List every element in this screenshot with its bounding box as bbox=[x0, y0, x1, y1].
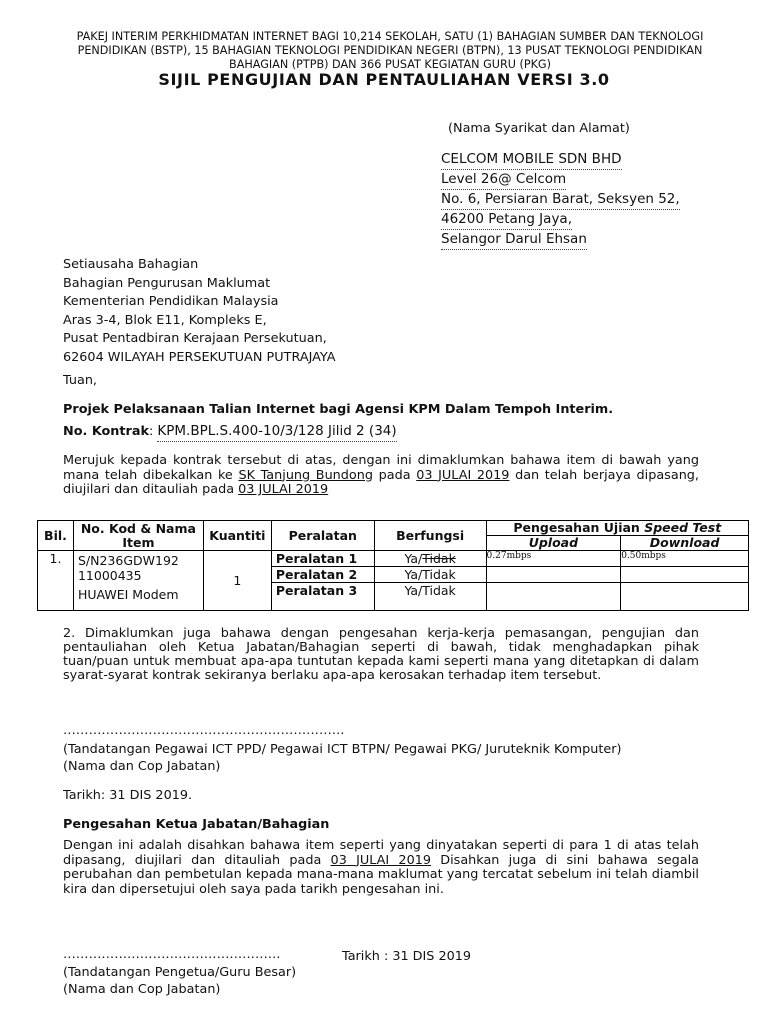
cell-download-2 bbox=[621, 567, 749, 583]
commission-date: 03 JULAI 2019 bbox=[238, 482, 329, 497]
recipient-line-5: Pusat Pentadbiran Kerajaan Persekutuan, bbox=[63, 331, 327, 346]
recipient-line-3: Kementerian Pendidikan Malaysia bbox=[63, 294, 279, 309]
recipient-line-2: Bahagian Pengurusan Maklumat bbox=[63, 275, 271, 291]
recipient-line-1: Setiausaha Bahagian bbox=[63, 257, 199, 272]
contract-label: No. Kontrak bbox=[63, 424, 149, 439]
signature-1-title: (Tandatangan Pegawai ICT PPD/ Pegawai ICT BTPN/ Pegawai PKG/ Juruteknik Komputer) bbox=[63, 742, 622, 757]
company-address bbox=[441, 150, 680, 250]
header-peralatan: Peralatan bbox=[271, 521, 374, 551]
paragraph-2: 2. Dimaklumkan juga bahawa dengan pengesahan kerja-kerja pemasangan, pengujian dan pentauliahan oleh Ketua Jabatan/Bahagian seperti di bawah, tidak menghadapkan pihak tuan/puan untuk membuat apa-apa tuntutan kepada kami seperti mana yang ditetapkan di dalam syarat-syarat kontrak sekiranya berlaku apa-apa kerosakan terhadap item tersebut. bbox=[63, 626, 699, 683]
signature-block-1 bbox=[63, 741, 621, 775]
cell-download-1: 0.50mbps bbox=[621, 551, 749, 567]
para1-text-3: dan telah berjaya dipasang, diujilari dan ditauliah pada bbox=[63, 467, 699, 497]
cell-peralatan-3: Peralatan 3 bbox=[271, 583, 374, 611]
recipient-line-6: 62604 WILAYAH PERSEKUTUAN PUTRAJAYA bbox=[63, 349, 336, 365]
para1-text-1: Merujuk kepada kontrak tersebut di atas, dengan ini dimaklumkan bahawa item di bawah yang mana telah dibekalkan ke bbox=[63, 453, 699, 483]
items-table bbox=[37, 520, 749, 611]
contract-colon: : bbox=[149, 424, 154, 439]
contract-number: KPM.BPL.S.400-10/3/128 Jilid 2 (34) bbox=[157, 422, 396, 442]
header-kod: No. Kod & Nama Item bbox=[73, 521, 203, 551]
signature-2-stamp: (Nama dan Cop Jabatan) bbox=[63, 982, 221, 997]
school-name: SK Tanjung Bundong bbox=[238, 467, 373, 483]
cell-upload-1: 0.27mbps bbox=[486, 551, 621, 567]
company-caption: (Nama Syarikat dan Alamat) bbox=[448, 121, 630, 136]
recipient-line-4: Aras 3-4, Blok E11, Kompleks E, bbox=[63, 312, 267, 328]
berfungsi-ya: Ya/ bbox=[404, 551, 423, 566]
company-line-5: Selangor Darul Ehsan bbox=[441, 230, 587, 250]
table-row bbox=[38, 551, 749, 567]
project-title: Projek Pelaksanaan Talian Internet bagi Agensi KPM Dalam Tempoh Interim. bbox=[63, 402, 614, 417]
cell-berfungsi-2: Ya/Tidak bbox=[374, 567, 486, 583]
paragraph-1 bbox=[63, 454, 699, 498]
para3-date: 03 JULAI 2019 bbox=[330, 852, 431, 868]
paragraph-3 bbox=[63, 839, 699, 897]
supply-date: 03 JULAI 2019 bbox=[416, 467, 510, 483]
cell-bil: 1. bbox=[38, 551, 74, 611]
header-upload: Upload bbox=[486, 536, 621, 551]
tarikh-1: Tarikh: 31 DIS 2019. bbox=[63, 788, 193, 803]
header-pengesahan-label: Pengesahan Ujian bbox=[513, 520, 645, 535]
tarikh-2: Tarikh : 31 DIS 2019 bbox=[342, 949, 472, 964]
cell-peralatan-1: Peralatan 1 bbox=[271, 551, 374, 567]
cell-berfungsi-3: Ya/Tidak bbox=[374, 583, 486, 611]
signature-1-stamp: (Nama dan Cop Jabatan) bbox=[63, 759, 221, 774]
company-line-4: 46200 Petang Jaya, bbox=[441, 210, 572, 230]
signature-dots-2: …………………………………………… bbox=[63, 947, 281, 962]
para3-text-1: Dengan ini adalah disahkan bahawa item seperti yang dinyatakan seperti di para 1 di atas telah dipasang, diujilari dan ditauliah pada bbox=[63, 838, 699, 868]
item-name: HUAWEI Modem bbox=[77, 587, 179, 602]
salutation: Tuan, bbox=[63, 373, 98, 388]
header-bil: Bil. bbox=[38, 521, 74, 551]
cell-kod bbox=[73, 551, 203, 611]
para3-text-2: Disahkan juga di sini bahawa segala perubahan dan pembetulan kepada mana-mana maklumat yang tercatat sebelum ini telah diambil kira dan dipersetujui oleh saya pada tarikh pengesahan ini. bbox=[63, 852, 699, 897]
item-serial-2: 11000435 bbox=[77, 568, 142, 583]
cell-download-3 bbox=[621, 583, 749, 611]
cell-kuantiti: 1 bbox=[203, 551, 271, 611]
cell-berfungsi-1 bbox=[374, 551, 486, 567]
header-berfungsi: Berfungsi bbox=[374, 521, 486, 551]
header-download: Download bbox=[621, 536, 749, 551]
cell-peralatan-2: Peralatan 2 bbox=[271, 567, 374, 583]
document-header bbox=[60, 30, 720, 72]
contract-line bbox=[63, 422, 397, 442]
company-line-1: CELCOM MOBILE SDN BHD bbox=[441, 150, 622, 170]
para1-text-2: pada bbox=[372, 467, 417, 483]
item-serial-1: S/N236GDW192 bbox=[77, 553, 179, 568]
recipient-address bbox=[63, 256, 335, 367]
cell-upload-2 bbox=[486, 567, 621, 583]
header-speed-test: Speed Test bbox=[644, 520, 722, 535]
header-line-1: PAKEJ INTERIM PERKHIDMATAN INTERNET BAGI 10,214 SEKOLAH, SATU (1) BAHAGIAN SUMBER DAN TEKNOLOGI bbox=[76, 30, 704, 43]
header-kuantiti: Kuantiti bbox=[203, 521, 271, 551]
header-pengesahan bbox=[486, 521, 748, 536]
cell-upload-3 bbox=[486, 583, 621, 611]
document-title: SIJIL PENGUJIAN DAN PENTAULIAHAN VERSI 3.0 bbox=[158, 70, 610, 89]
berfungsi-tidak-struck: Tidak bbox=[422, 551, 456, 566]
signature-dots-1: ………………………………………………………… bbox=[63, 723, 345, 738]
signature-block-2 bbox=[63, 964, 296, 998]
header-line-3: BAHAGIAN (PTPB) DAN 366 PUSAT KEGIATAN GURU (PKG) bbox=[229, 58, 551, 71]
header-line-2: PENDIDIKAN (BSTP), 15 BAHAGIAN TEKNOLOGI PENDIDIKAN NEGERI (BTPN), 13 PUSAT TEKNOLOGI PENDIDIKAN bbox=[77, 44, 703, 57]
company-line-3: No. 6, Persiaran Barat, Seksyen 52, bbox=[441, 190, 680, 210]
section-title: Pengesahan Ketua Jabatan/Bahagian bbox=[63, 817, 330, 832]
signature-2-title: (Tandatangan Pengetua/Guru Besar) bbox=[63, 965, 297, 980]
company-line-2: Level 26@ Celcom bbox=[441, 170, 566, 190]
